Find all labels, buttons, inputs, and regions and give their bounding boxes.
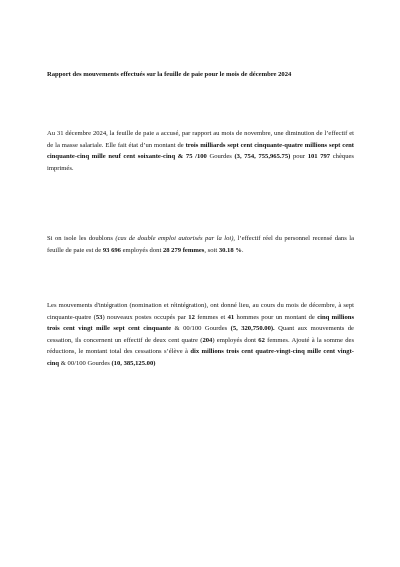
p3-men-count: 41 [227, 313, 235, 321]
paragraph-movements [47, 300, 354, 369]
p3-text-6: Quant aux mouvements de cessation, ils concernent un effectif de deux cent quatre ( [47, 325, 354, 344]
p1-text-2: Gourdes [206, 153, 235, 160]
p3-integration-amount-words: cinq millions trois cent vingt mille sept cent cinquante [47, 313, 355, 332]
p2-legal-note: (cas de double emploi autorisés par la loi) [115, 235, 234, 242]
p1-total-amount-words: trois milliards sept cent cinquante-quatre millions sept cent cinquante-cinq mille neuf cent soixante-cinq & 75 /100 [47, 141, 354, 160]
document-title-text: Rapport des mouvements effectués sur la feuille de paie pour le mois de décembre 2024 [47, 71, 292, 78]
p1-text-3: pour [290, 153, 308, 160]
p3-integration-amount-figures: (5, 320,750.00). [230, 325, 275, 332]
p1-text-4: chèques imprimés. [47, 153, 354, 172]
p3-cessation-women: 62 [258, 336, 265, 344]
p3-cessation-amount-figures: (10, 385,125.00) [111, 359, 156, 367]
p2-women-count: 28 279 femmes [162, 246, 205, 254]
p1-cheque-count: 101 797 [307, 153, 331, 160]
p3-cessation-count: 204 [202, 336, 213, 344]
p1-total-amount-figures: (3, 754, 755,965.75) [234, 153, 291, 160]
p3-text-4: hommes pour un montant de [234, 313, 318, 321]
paragraph-real-headcount [47, 233, 354, 256]
p2-text-3: employés dont [120, 246, 163, 254]
p3-text-3: femmes et [194, 313, 228, 321]
p3-text-1: Les mouvements d'intégration (nomination et réintégration), ont donné lieu, au cours du mois de décembre, à sept cinquante-quatre ( [47, 302, 354, 321]
p2-headcount: 93 696 [102, 246, 121, 254]
p3-text-2: ) nouveaux postes occupés par [102, 313, 189, 321]
paragraph-payroll-summary [47, 128, 354, 174]
p3-text-8: femmes. Ajouté à la somme des réductions, le montant total des cessations s’élève à [47, 336, 355, 355]
p2-women-percent: 30.18 % [218, 246, 242, 254]
p2-text-2: , l’effectif réel du personnel recensé dans la feuille de paie est de [47, 235, 355, 254]
p3-women-count: 12 [188, 313, 195, 321]
p3-text-5: & 00/100 Gourdes [171, 325, 231, 332]
p3-text-9: & 00/100 Gourdes [59, 359, 112, 367]
p2-text-1: Si on isole les doublons [47, 235, 116, 242]
p2-text-5: . [241, 246, 244, 254]
p3-text-7: ) employés dont [212, 336, 259, 344]
p3-new-posts: 53 [95, 313, 103, 321]
p3-cessation-amount-words: dix millions trois cent quatre-vingt-cinq mille cent vingt-cinq [47, 348, 354, 367]
p1-text-1: Au 31 décembre 2024, la feuille de paie a accusé, par rapport au mois de novembre, une diminution de l’effectif et de la masse salariale. Elle fait état d’un montant de [47, 130, 354, 149]
document-title [47, 70, 367, 79]
p2-text-4: , soit [204, 246, 219, 254]
